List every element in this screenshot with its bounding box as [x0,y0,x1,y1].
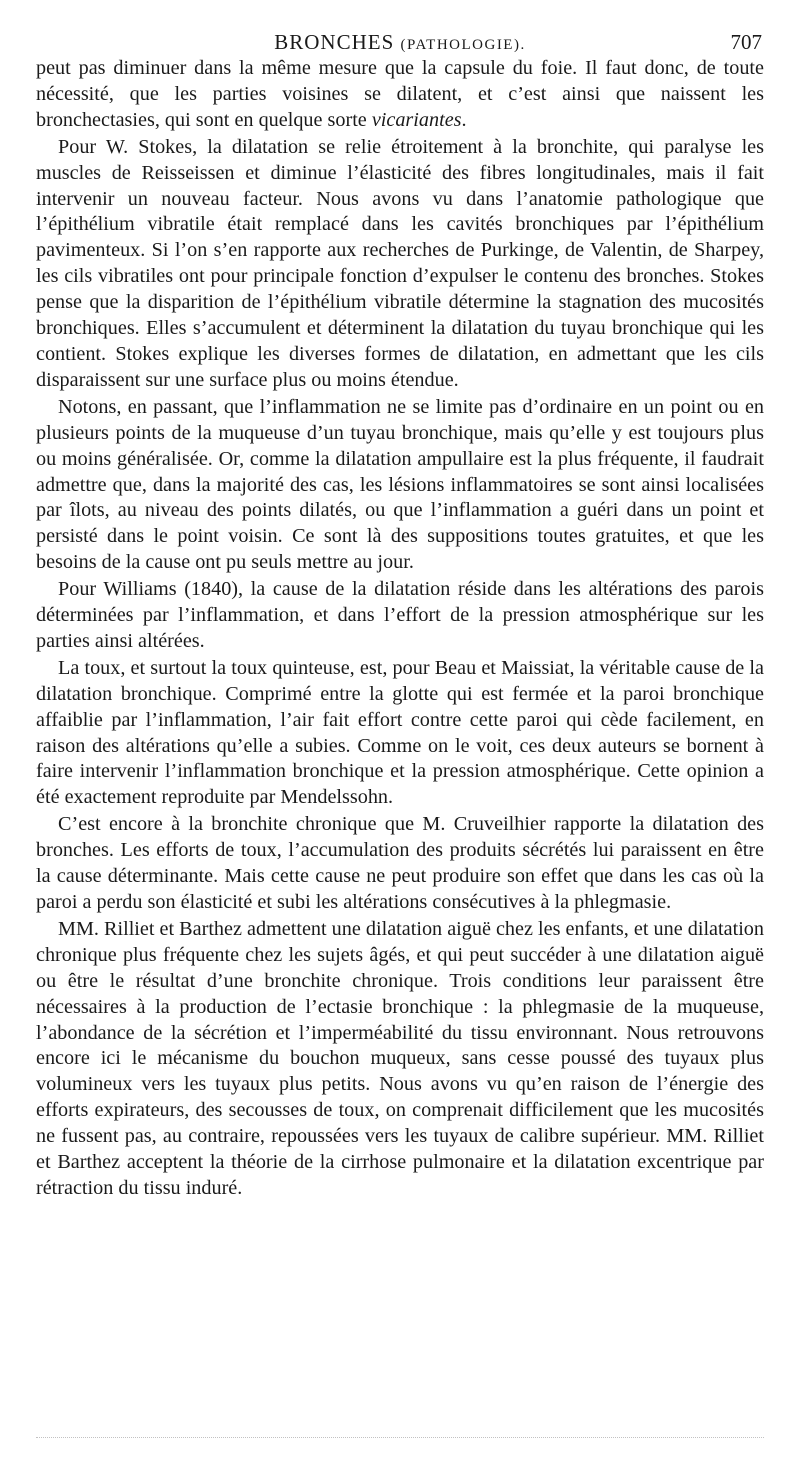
paragraph-inflammation: Notons, en passant, que l’inflammation ne se limite pas d’ordinaire en un point ou en plusieurs points de la muqueuse d’un tuyau bronchique, mais qu’elle y est toujours plus ou moins généralisée. Or, comme la dilatation ampullaire est la plus fréquente, il faudrait admettre que, dans la majorité des cas, les lésions inflammatoires se sont ainsi localisées par îlots, au niveau des points dilatés, ou que l’inflammation a guéri dans un point et persisté dans le point voisin. Ce sont là des suppositions toutes gratuites, et que les besoins de la cause ont pu seuls mettre au jour. [36,395,764,574]
paragraph-rilliet-barthez: MM. Rilliet et Barthez admettent une dilatation aiguë chez les enfants, et une dilatation chronique plus fréquente chez les sujets âgés, et qui peut succéder à une dilatation aiguë ou être le résultat d’une bronchite chronique. Trois conditions leur paraissent être nécessaires à la production de l’ectasie bronchique : la phlegmasie de la muqueuse, l’abondance de la sécrétion et l’imperméabilité du tissu environnant. Nous retrouvons encore ici le mécanisme du bouchon muqueux, sans cesse poussé des tuyaux plus volumineux vers les tuyaux plus petits. Nous avons vu qu’en raison de l’énergie des efforts expirateurs, des secousses de toux, on comprenait difficilement que les mucosités ne fussent pas, au contraire, repoussées vers les tuyaux de calibre supérieur. MM. Rilliet et Barthez acceptent la théorie de la cirrhose pulmonaire et la dilatation excentrique par rétraction du tissu induré. [36,917,764,1199]
paragraph-stokes: Pour W. Stokes, la dilatation se relie étroitement à la bronchite, qui paralyse les muscles de Reisseissen et diminue l’élasticité des fibres longitudinales, mais il fait intervenir un nouveau facteur. Nous avons vu dans l’anatomie pathologique que l’épithélium vibratile était remplacé dans les cavités bronchiques par l’épithélium pavimenteux. Si l’on s’en rapporte aux recherches de Purkinge, de Valentin, de Sharpey, les cils vibratiles ont pour principale fonction d’expulser le contenu des bronches. Stokes pense que la disparition de l’épithélium vibratile détermine la stagnation des mucosités bronchiques. Elles s’accumulent et déterminent la dilatation du tuyau bronchique qui les contient. Stokes explique les diverses formes de dilatation, en admettant que les cils disparaissent sur une surface plus ou moins étendue. [36,135,764,391]
running-title-sub: (PATHOLOGIE). [400,37,526,53]
paragraph-williams: Pour Williams (1840), la cause de la dilatation réside dans les altérations des parois déterminées par l’inflammation, et dans l’effort de la pression atmosphérique sur les parties ainsi altérées. [36,578,764,652]
paragraph-beau-maissiat: La toux, et surtout la toux quinteuse, est, pour Beau et Maissiat, la véritable cause de la dilatation bronchique. Comprimé entre la glotte qui est fermée et la paroi bronchique affaiblie par l’inflammation, l’air fait effort contre cette paroi qui cède facilement, en raison des altérations qu’elle a subies. Comme on le voit, ces deux auteurs se bornent à faire intervenir l’inflammation bronchique et la pression atmosphérique. Cette opinion a été exactement reproduite par Mendelssohn. [36,656,764,809]
running-title-main: BRONCHES [274,30,395,54]
footer-rule [36,1437,764,1438]
paragraph-text-end: . [461,108,467,131]
body-text [36,56,764,1202]
paragraph-cruveilhier: C’est encore à la bronchite chronique que M. Cruveilhier rapporte la dilatation des bronches. Les efforts de toux, l’accumulation des produits sécrétés lui paraissent en être la cause déterminante. Mais cette cause ne peut produire son effet que dans les cas où la paroi a perdu son élasticité et subi les altérations consécutives à la phlegmasie. [36,813,764,913]
running-title [36,30,764,55]
page-number: 707 [730,30,762,54]
paragraph-continuation [36,56,764,134]
italic-term: vicariantes [371,108,462,131]
running-header [36,0,764,56]
paragraph-text: peut pas diminuer dans la même mesure que la capsule du foie. Il faut donc, de toute nécessité, que les parties voisines se dilatent, et c’est ainsi que naissent les bronchectasies, qui sont en quelque sorte [36,57,764,131]
